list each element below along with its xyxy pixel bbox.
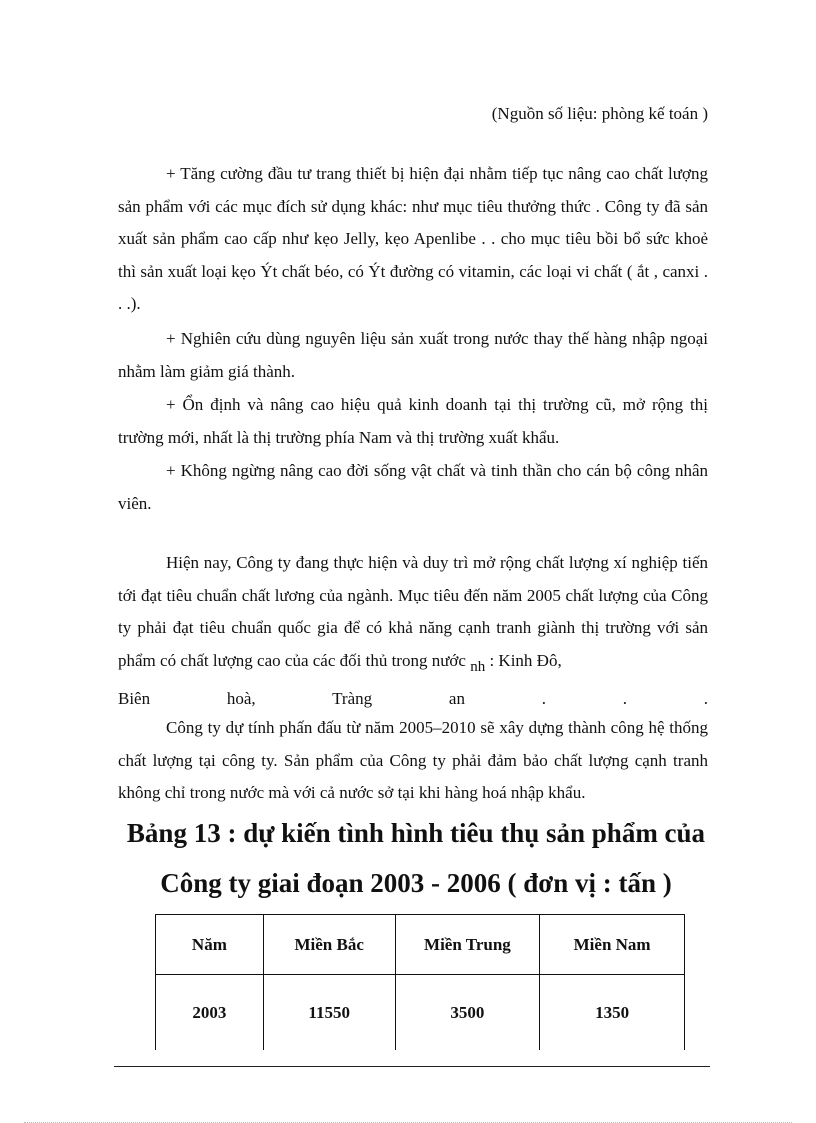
paragraph-text: + Ổn định và nâng cao hiệu quả kinh doanh tại thị trường cũ, mở rộng thị trường mới, nhất là thị trường phía Nam và thị trường xuất khẩu. [118, 395, 708, 447]
paragraph-staff [118, 455, 708, 520]
word: an [448, 689, 465, 708]
paragraph-main-text: Hiện nay, Công ty đang thực hiện và duy trì mở rộng chất lượng xí nghiệp tiến tới đạt tiêu chuẩn chất lương của ngành. Mục tiêu đến năm 2005 chất lượng của Công ty phải đạt tiêu chuẩn quốc gia để có khả năng cạnh tranh giành thị trường với sản phẩm có chất lượng cao của các đối thủ trong nước [118, 553, 708, 670]
word: Biên [118, 689, 151, 708]
paragraph-text: + Nghiên cứu dùng nguyên liệu sản xuất trong nước thay thế hàng nhập ngoại nhằm làm giảm giá thành. [118, 329, 708, 381]
header-south: Miền Nam [540, 915, 685, 975]
word: Tràng [332, 689, 373, 708]
paragraph-tail-text: : Kinh Đô, [489, 650, 562, 670]
sales-forecast-table [155, 914, 685, 1050]
cell-central: 3500 [395, 975, 540, 1051]
footer-divider [114, 1066, 710, 1067]
paragraph-plan [118, 712, 708, 810]
paragraph-text [118, 547, 708, 683]
table-header-row [156, 915, 685, 975]
word: . [703, 689, 708, 708]
word: . [541, 689, 546, 708]
table-title-line-1: Bảng 13 : dự kiến tình hình tiêu thụ sản phẩm của [126, 818, 706, 848]
spread-line [118, 683, 708, 716]
paragraph-text: + Tăng cường đầu tư trang thiết bị hiện đại nhằm tiếp tục nâng cao chất lượng sản phẩm với các mục đích sử dụng khác: như mục tiêu thưởng thức . Công ty đã sản xuất sản phẩm cao cấp như kẹo Jelly, kẹo Apenlibe . . cho mục tiêu bồi bổ sức khoẻ thì sản xuất loại kẹo Ýt chất béo, có Ýt đường có vitamin, các loại vi chất ( ắt , canxi . . .). [118, 164, 708, 313]
cell-north: 11550 [263, 975, 395, 1051]
source-note: (Nguồn số liệu: phòng kế toán ) [491, 104, 708, 123]
word: . [622, 689, 627, 708]
paragraph-investment [118, 158, 708, 321]
paragraph-text: Công ty dự tính phấn đấu từ năm 2005–2010 sẽ xây dựng thành công hệ thống chất lượng tại công ty. Sản phẩm của Công ty phải đảm bảo chất lượng cạnh tranh không chỉ trong nước mà với cả nước sở tại khi hàng hoá nhập khẩu. [118, 718, 708, 802]
cell-south: 1350 [540, 975, 685, 1051]
table-title-line-2: Công ty giai đoạn 2003 - 2006 ( đơn vị : tấn ) [160, 868, 672, 898]
header-central: Miền Trung [395, 915, 540, 975]
cell-year: 2003 [156, 975, 264, 1051]
paragraph-text: + Không ngừng nâng cao đời sống vật chất và tinh thần cho cán bộ công nhân viên. [118, 461, 708, 513]
paragraph-materials [118, 323, 708, 388]
paragraph-market [118, 389, 708, 454]
subscript-text: nh [470, 658, 486, 675]
word: hoà, [226, 689, 256, 708]
header-north: Miền Bắc [263, 915, 395, 975]
table-row [156, 975, 685, 1051]
paragraph-quality [118, 547, 708, 716]
header-year: Năm [156, 915, 264, 975]
